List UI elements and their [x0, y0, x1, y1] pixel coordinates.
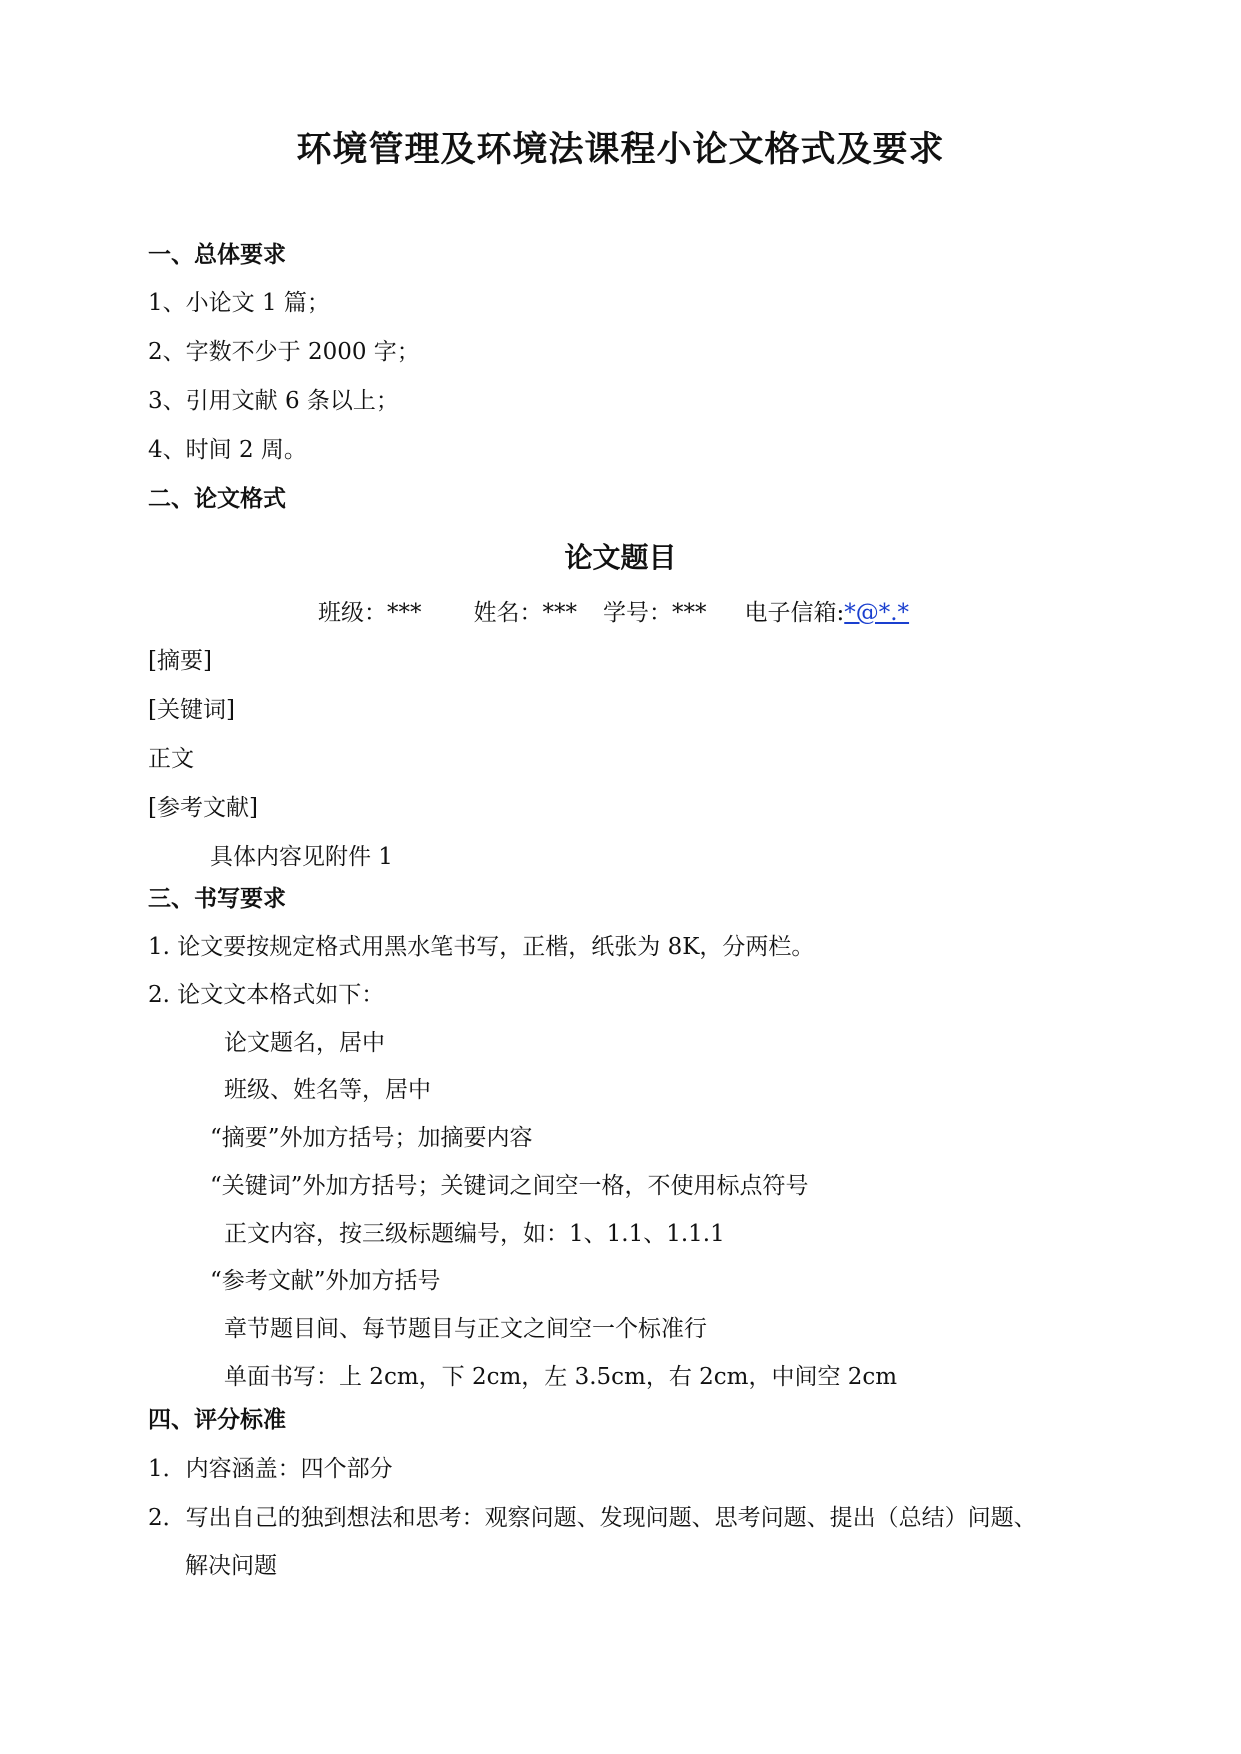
format-line-references: [参考文献] — [148, 795, 258, 821]
list-item: 2．写出自己的独到想法和思考：观察问题、发现问题、思考问题、提出（总结）问题、 — [148, 1505, 1037, 1531]
format-line-abstract: [摘要] — [148, 648, 212, 674]
author-info-line — [318, 598, 909, 628]
section-heading-format: 二、论文格式 — [148, 485, 286, 512]
format-rule: 单面书写：上 2cm，下 2cm，左 3.5cm，右 2cm，中间空 2cm — [224, 1364, 898, 1390]
list-item: 1、小论文 1 篇； — [148, 290, 330, 316]
section-heading-grading: 四、评分标准 — [148, 1406, 286, 1433]
format-rule: 论文题名，居中 — [224, 1030, 385, 1056]
student-id-label: 学号：*** — [603, 600, 707, 626]
list-item: 2、字数不少于 2000 字； — [148, 339, 420, 365]
email-link[interactable]: *@*.* — [844, 600, 910, 626]
email-label: 电子信箱: — [744, 600, 845, 626]
format-rule: 章节题目间、每节题目与正文之间空一个标准行 — [224, 1316, 707, 1342]
attachment-note: 具体内容见附件 1 — [210, 844, 393, 870]
format-rule: “参考文献”外加方括号 — [210, 1268, 441, 1294]
format-rule: “关键词”外加方括号；关键词之间空一格，不使用标点符号 — [210, 1173, 809, 1199]
document-title: 环境管理及环境法课程小论文格式及要求 — [296, 129, 945, 170]
format-line-body: 正文 — [148, 746, 194, 772]
class-label: 班级：*** — [318, 600, 422, 626]
list-item: 3、引用文献 6 条以上； — [148, 388, 399, 414]
sample-paper-title: 论文题目 — [564, 541, 677, 574]
format-rule: 班级、姓名等，居中 — [224, 1077, 431, 1103]
list-item: 2. 论文文本格式如下： — [148, 982, 385, 1008]
section-heading-writing: 三、书写要求 — [148, 885, 286, 912]
list-item: 1．内容涵盖：四个部分 — [148, 1456, 393, 1482]
section-heading-general: 一、总体要求 — [148, 241, 286, 268]
format-line-keywords: [关键词] — [148, 697, 235, 723]
format-rule: 正文内容，按三级标题编号，如：1、1.1、1.1.1 — [224, 1221, 725, 1247]
format-rule: “摘要”外加方括号；加摘要内容 — [210, 1125, 533, 1151]
list-item: 1. 论文要按规定格式用黑水笔书写，正楷，纸张为 8K，分两栏。 — [148, 934, 815, 960]
list-item: 4、时间 2 周。 — [148, 437, 307, 463]
name-label: 姓名：*** — [473, 600, 577, 626]
list-item-continuation: 解决问题 — [185, 1553, 277, 1579]
